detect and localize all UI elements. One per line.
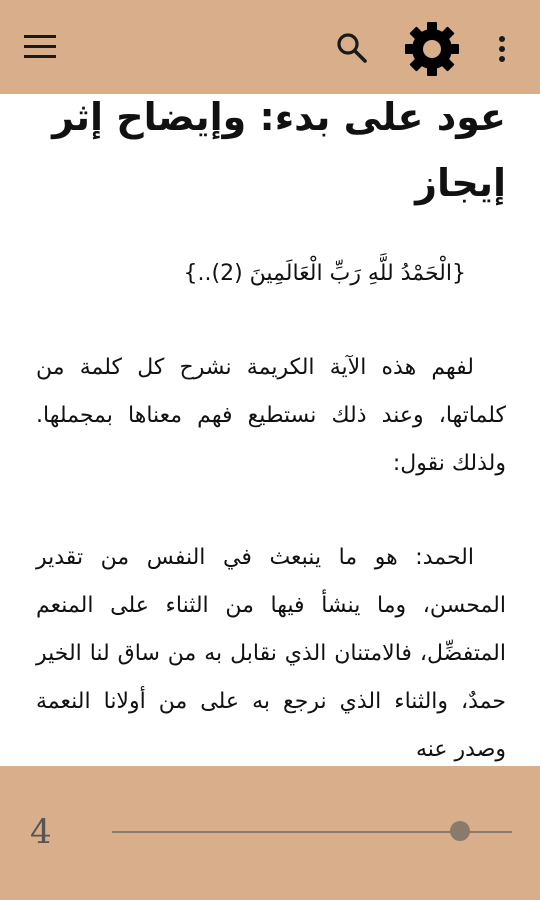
overflow-menu-button[interactable] bbox=[494, 30, 510, 66]
paragraph-1 bbox=[36, 344, 506, 488]
chapter-title: عود على بدء: وإيضاح إثر bbox=[52, 95, 506, 139]
chapter-title-line2: إيجاز bbox=[415, 161, 506, 205]
page-number: 4 bbox=[30, 812, 52, 852]
paragraph-2 bbox=[36, 534, 506, 774]
search-button[interactable] bbox=[334, 30, 370, 66]
menu-button[interactable] bbox=[22, 32, 60, 62]
settings-button[interactable] bbox=[403, 20, 461, 78]
bottom-bar bbox=[0, 766, 540, 900]
paragraph-1-text: لفهم هذه الآية الكريمة نشرح كل كلمة من كلماتها، وعند ذلك نستطيع فهم معناها بمجملها. ولذلك نقول: bbox=[36, 355, 506, 476]
gear-icon bbox=[403, 20, 461, 78]
quran-verse: {الْحَمْدُ للَّهِ رَبِّ الْعَالَمِينَ (2)..} bbox=[183, 261, 466, 286]
paragraph-2-text: الحمد: هو ما ينبعث في النفس من تقدير المحسن، وما ينشأ فيها من الثناء على المنعم المتفضِّل، فالامتنان الذي نقابل به من ساق لنا الخير حمدٌ، والثناء الذي نرجع به على من أولانا النعمة وصدر عنه bbox=[36, 545, 506, 762]
page-slider-thumb[interactable] bbox=[450, 821, 470, 841]
search-icon bbox=[334, 30, 370, 66]
top-app-bar bbox=[0, 0, 540, 94]
